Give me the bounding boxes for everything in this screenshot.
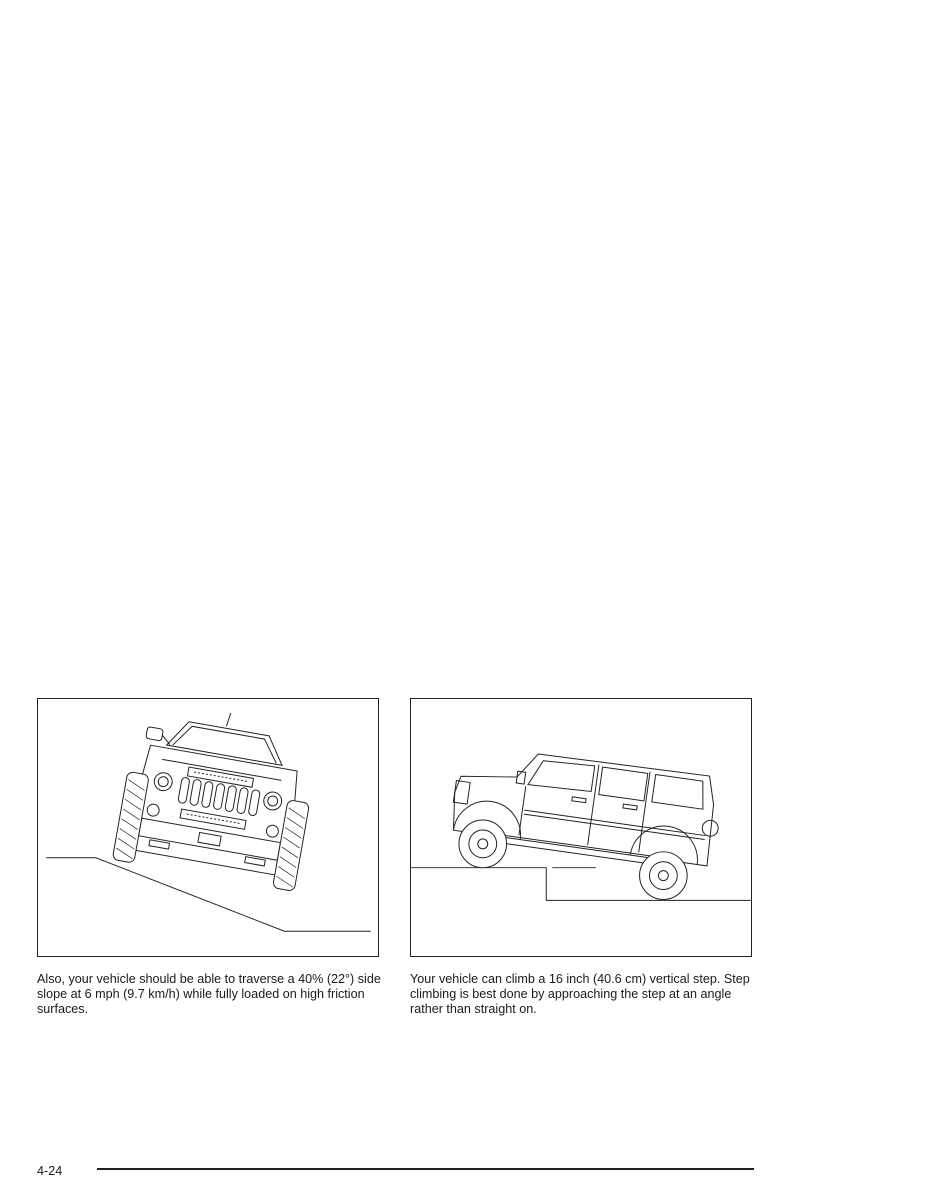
footer-rule [97, 1168, 754, 1170]
vertical-step-illustration [411, 699, 751, 956]
page-number: 4-24 [37, 1164, 63, 1178]
vertical-step-figure [410, 698, 752, 957]
vertical-step-caption: Your vehicle can climb a 16 inch (40.6 cm) vertical step. Step climbing is best done by approaching the step at an angle rather than straight on. [410, 972, 750, 1016]
side-slope-figure [37, 698, 379, 957]
side-slope-illustration [38, 699, 378, 956]
side-slope-caption: Also, your vehicle should be able to traverse a 40% (22°) side slope at 6 mph (9.7 km/h) while fully loaded on high friction surfaces. [37, 972, 381, 1016]
